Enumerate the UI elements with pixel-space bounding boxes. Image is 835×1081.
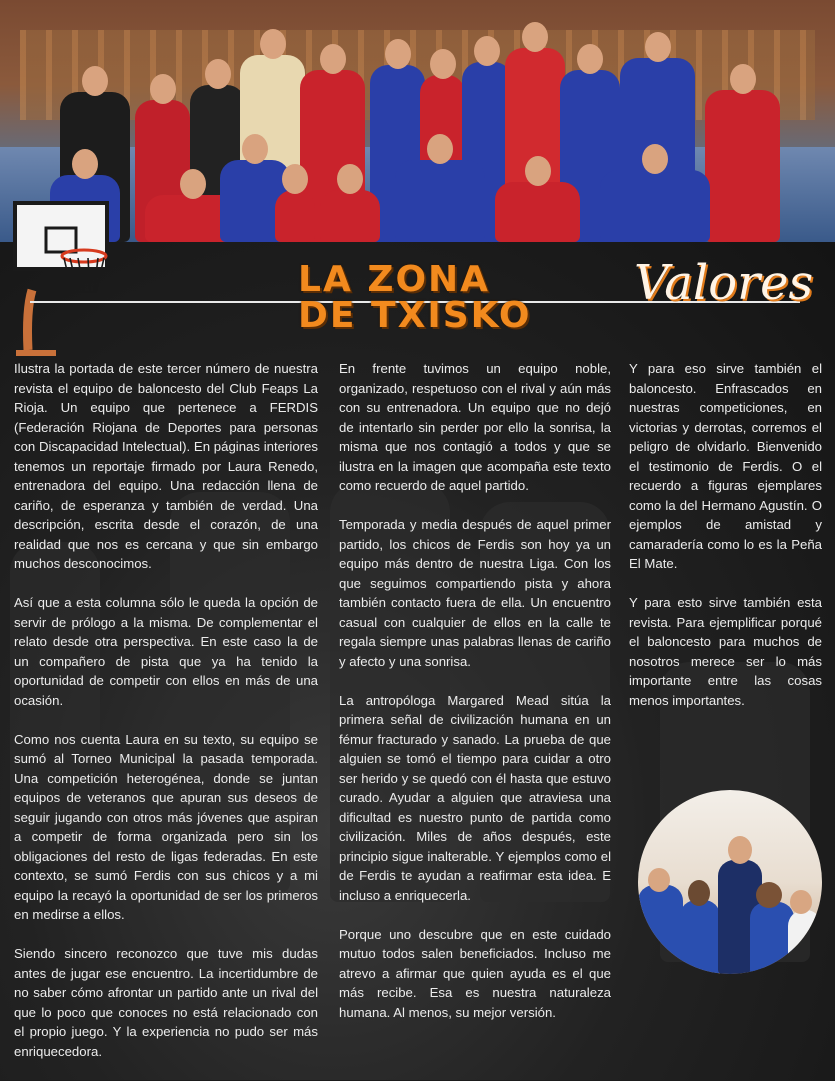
player-figure xyxy=(320,190,380,242)
youth-team-photo xyxy=(638,790,822,974)
paragraph: Temporada y media después de aquel primer partido, los chicos de Ferdis son hoy ya un equipo más dentro de nuestra Liga. Con los que seguimos compartiendo pista y ahora también contacto fuera de ella. Un encuentro casual con cualquier de ellos en la calle te regala siempre unas palabras llenas de cariño y afecto y una sonrisa. xyxy=(339,517,611,669)
title-line-1: LA ZONA xyxy=(298,259,491,300)
text-column-3 xyxy=(629,359,822,730)
text-column-1 xyxy=(14,359,318,1081)
player-figure xyxy=(705,90,780,242)
paragraph: Porque uno descubre que en este cuidado mutuo todos salen beneficiados. Incluso me atrevo a afirmar que quien ayuda es el que más recibe. Esa es nuestra naturaleza humana. Al menos, su mejor versión. xyxy=(339,926,611,1020)
text-column-2 xyxy=(339,359,611,1042)
paragraph: Siendo sincero reconozco que tuve mis dudas antes de jugar ese encuentro. La incertidumbre de no saber cómo afrontar un partido ante un rival del que lo poco que conoces no está relacionado con el propio juego. Y la experiencia no pudo ser más enriquecedora. xyxy=(14,946,318,1059)
title-line-2: DE TXISKO xyxy=(298,295,532,336)
page-title xyxy=(298,259,532,336)
paragraph: Como nos cuenta Laura en su texto, su equipo se sumó al Torneo Municipal la pasada temporada. Una competición heterogénea, donde se juntan equipos de veteranos que apuran sus deseos de seguir jugando con otros más jóvenes que aspiran a competir de forma organizada pero sin los obligaciones del resto de ligas federadas. En este contexto, se sumó Ferdis con sus chicos y a mi equipo la recayó la oportunidad de ser los primeros en medirse a ellos. xyxy=(14,731,318,922)
paragraph: En frente tuvimos un equipo noble, organizado, respetuoso con el rival y aún más con su entrenadora. Un equipo que no dejó de intentarlo sin perder por ello la sonrisa, la misma que nos contagió a todos y que se ilustra en la imagen que acompaña este texto como recuerdo de aquel partido. xyxy=(339,361,611,493)
paragraph: La antropóloga Margared Mead sitúa la primera señal de civilización humana en un fémur fracturado y sanado. La prueba de que alguien se tomó el tiempo para cuidar a otro ser herido y se quedó con él hasta que estuvo curado. Ayudar a alguien que atraviesa una dificultad es nuestro punto de partida como civilización. Miles de años después, este principio sigue inalterable. Y ejemplos como el de Ferdis te ayudan a reafirmar esta idea. E incluso a enriquecerla. xyxy=(339,692,611,903)
team-photo xyxy=(0,0,835,242)
section-label: Valores xyxy=(634,255,814,311)
player-figure xyxy=(600,170,710,242)
paragraph: Ilustra la portada de este tercer número de nuestra revista el equipo de baloncesto del Club Feaps La Rioja. Un equipo que pertenece a FERDIS (Federación Riojana de Deportes para personas con Discapacidad Intelectual). En páginas interiores tenemos un reportaje firmado por Laura Renedo, entrenadora del equipo. Una redacción llena de cariño, de esperanza y también de verdad. Una descripción, escrita desde el corazón, de una realidad que nos es cercana y que sin embargo muchos desconocimos. xyxy=(14,361,318,571)
player-figure xyxy=(275,190,315,242)
player-figure xyxy=(495,182,580,242)
basketball-hoop-icon xyxy=(12,200,112,360)
paragraph: Así que a esta columna sólo le queda la opción de servir de prólogo a la misma. De complementar el relato desde otra perspectiva. En este caso la de un compañero de pista que ya ha tenido la oportunidad de competir con ellos en más de una ocasión. xyxy=(14,595,318,708)
player-figure xyxy=(395,160,485,242)
paragraph: Y para esto sirve también esta revista. Para ejemplificar porqué el baloncesto para muchos de nosotros merece ser lo más importante entre las cosas menos importantes. xyxy=(629,595,822,708)
paragraph: Y para eso sirve también el baloncesto. Enfrascados en nuestras competiciones, en victorias y derrotas, corremos el peligro de olvidarlo. Bienvenido el testimonio de Ferdis. O el recuerdo a figuras ejemplares como la del Hermano Agustín. O ejemplos de amistad y camaradería como lo es la Peña El Mate. xyxy=(629,361,822,571)
